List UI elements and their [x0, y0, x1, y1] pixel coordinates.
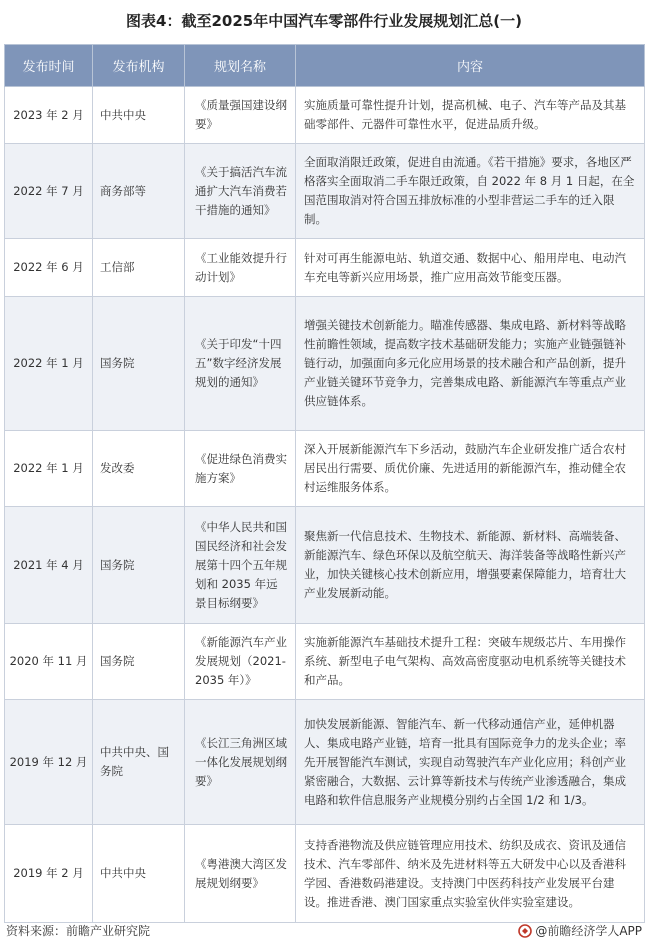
cell-name: 《关于搞活汽车流通扩大汽车消费若干措施的通知》: [185, 144, 296, 239]
cell-date: 2022 年 1 月: [5, 297, 93, 431]
cell-date: 2022 年 7 月: [5, 144, 93, 239]
brand-mark: [518, 922, 642, 939]
cell-name: 《长江三角洲区域一体化发展规划纲要》: [185, 700, 296, 825]
cell-name: 《粤港澳大湾区发展规划纲要》: [185, 825, 296, 923]
table-header-row: [5, 45, 645, 87]
table-row: [5, 144, 645, 239]
cell-content: 聚焦新一代信息技术、生物技术、新能源、新材料、高端装备、新能源汽车、绿色环保以及航空航天、海洋装备等战略性新兴产业，加快关键核心技术创新应用，增强要素保障能力，培育壮大产业发展新动能。: [296, 507, 645, 624]
cell-org: 发改委: [93, 431, 185, 507]
footer: [0, 917, 648, 943]
source-note: 资料来源：前瞻产业研究院: [6, 924, 151, 938]
cell-org: 中共中央: [93, 825, 185, 923]
cell-content: 增强关键技术创新能力。瞄准传感器、集成电路、新材料等战略性前瞻性领域，提高数字技术基础研发能力；实施产业链强链补链行动，加强面向多元化应用场景的技术融合和产品创新，提升产业链关键环节竞争力，完善集成电路、新能源汽车等重点产业供应链体系。: [296, 297, 645, 431]
cell-content: 实施新能源汽车基础技术提升工程：突破车规级芯片、车用操作系统、新型电子电气架构、高效高密度驱动电机系统等关键技术和产品。: [296, 624, 645, 700]
cell-content: 全面取消限迁政策，促进自由流通。《若干措施》要求，各地区严格落实全面取消二手车限迁政策，自 2022 年 8 月 1 日起，在全国范围取消对符合国五排放标准的小型非营运二手车的迁入限制。: [296, 144, 645, 239]
cell-date: 2023 年 2 月: [5, 87, 93, 144]
cell-org: 商务部等: [93, 144, 185, 239]
table-row: [5, 624, 645, 700]
cell-content: 加快发展新能源、智能汽车、新一代移动通信产业，延伸机器人、集成电路产业链，培育一批具有国际竞争力的龙头企业；率先开展智能汽车测试，实现自动驾驶汽车产业化应用；科创产业紧密融合，大数据、云计算等新技术与传统产业渗透融合，集成电路和软件信息服务产业规模分别约占全国 1/2 和 1/3。: [296, 700, 645, 825]
cell-org: 国务院: [93, 624, 185, 700]
cell-name: 《新能源汽车产业发展规划（2021-2035 年）》: [185, 624, 296, 700]
qianzhan-logo-icon: [518, 924, 532, 938]
cell-org: 国务院: [93, 297, 185, 431]
table-row: [5, 87, 645, 144]
policy-table: [4, 44, 645, 923]
cell-content: 支持香港物流及供应链管理应用技术、纺织及成衣、资讯及通信技术、汽车零部件、纳米及先进材料等五大研发中心以及香港科学园、香港数码港建设。支持澳门中医药科技产业发展平台建设。推进香港、澳门国家重点实验室伙伴实验室建设。: [296, 825, 645, 923]
cell-name: 《促进绿色消费实施方案》: [185, 431, 296, 507]
cell-name: 《中华人民共和国国民经济和社会发展第十四个五年规划和 2035 年远景目标纲要》: [185, 507, 296, 624]
table-row: [5, 507, 645, 624]
cell-content: 针对可再生能源电站、轨道交通、数据中心、船用岸电、电动汽车充电等新兴应用场景，推广应用高效节能变压器。: [296, 239, 645, 297]
cell-date: 2021 年 4 月: [5, 507, 93, 624]
header-content: 内容: [296, 45, 645, 87]
table-row: [5, 700, 645, 825]
cell-content: 深入开展新能源汽车下乡活动，鼓励汽车企业研发推广适合农村居民出行需要、质优价廉、先进适用的新能源汽车，推动健全农村运维服务体系。: [296, 431, 645, 507]
cell-date: 2019 年 2 月: [5, 825, 93, 923]
header-date: 发布时间: [5, 45, 93, 87]
cell-org: 中共中央: [93, 87, 185, 144]
cell-org: 国务院: [93, 507, 185, 624]
cell-name: 《质量强国建设纲要》: [185, 87, 296, 144]
brand-text: @前瞻经济学人APP: [535, 924, 642, 938]
table-row: [5, 825, 645, 923]
cell-org: 中共中央、国务院: [93, 700, 185, 825]
table-row: [5, 431, 645, 507]
cell-date: 2022 年 6 月: [5, 239, 93, 297]
header-org: 发布机构: [93, 45, 185, 87]
cell-org: 工信部: [93, 239, 185, 297]
cell-date: 2019 年 12 月: [5, 700, 93, 825]
table-row: [5, 239, 645, 297]
chart-title: 图表4：截至2025年中国汽车零部件行业发展规划汇总(一): [126, 11, 522, 30]
cell-name: 《关于印发“十四五”数字经济发展规划的通知》: [185, 297, 296, 431]
header-name: 规划名称: [185, 45, 296, 87]
cell-name: 《工业能效提升行动计划》: [185, 239, 296, 297]
cell-date: 2022 年 1 月: [5, 431, 93, 507]
cell-date: 2020 年 11 月: [5, 624, 93, 700]
table-row: [5, 297, 645, 431]
cell-content: 实施质量可靠性提升计划，提高机械、电子、汽车等产品及其基础零部件、元器件可靠性水平，促进品质升级。: [296, 87, 645, 144]
